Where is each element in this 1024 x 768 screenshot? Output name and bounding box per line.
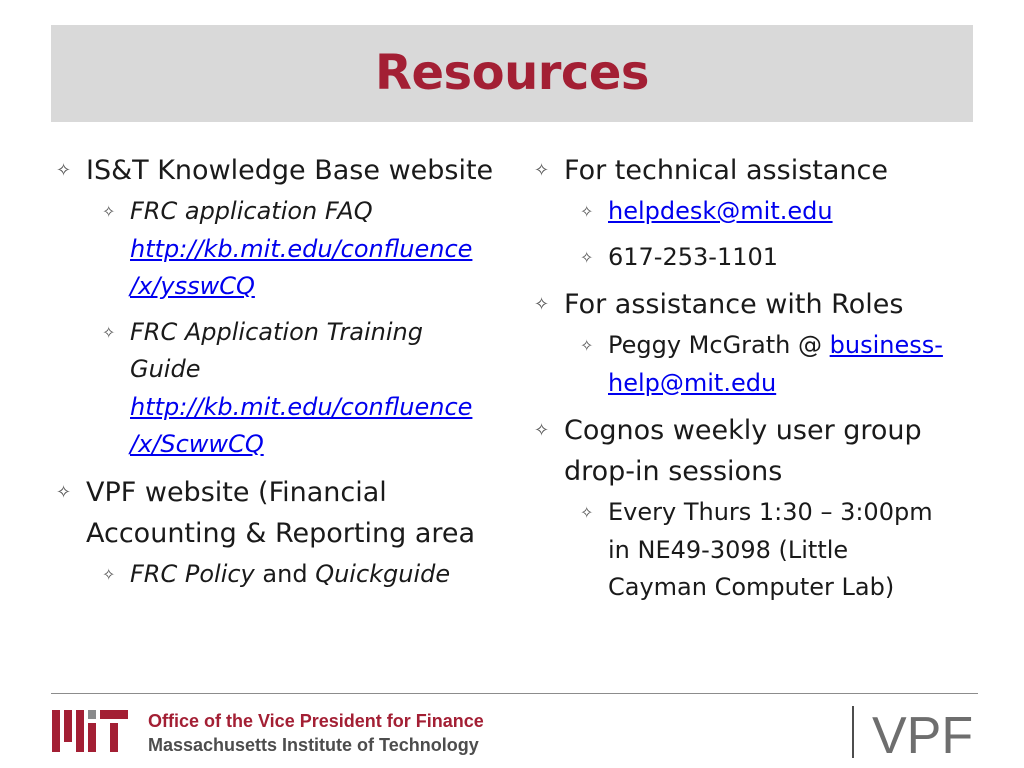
left-column xyxy=(56,150,506,601)
cognos-heading-line2: drop-in sessions xyxy=(564,456,783,487)
kb-heading: IS&T Knowledge Base website xyxy=(86,155,494,186)
faq-label: FRC application FAQ xyxy=(130,197,373,225)
institute-name: Massachusetts Institute of Technology xyxy=(148,735,479,755)
bullet-faq xyxy=(56,193,506,306)
guide-link-line2[interactable]: /x/ScwwCQ xyxy=(130,430,264,458)
bullet-star-icon: ✧ xyxy=(102,202,116,221)
bullet-star-icon: ✧ xyxy=(534,294,550,315)
bullet-kb xyxy=(56,150,506,191)
vpf-heading-line2: Accounting & Reporting area xyxy=(86,517,476,549)
session-line1: Every Thurs 1:30 – 3:00pm xyxy=(608,498,933,526)
roles-heading: For assistance with Roles xyxy=(564,289,904,320)
slide-title: Resources xyxy=(375,45,649,101)
bullet-star-icon: ✧ xyxy=(102,322,116,342)
bullet-star-icon: ✧ xyxy=(580,336,594,355)
bullet-cognos xyxy=(534,410,974,492)
bullet-phone xyxy=(534,239,974,277)
bullet-policy-quickguide xyxy=(56,556,506,594)
and-text: and xyxy=(254,559,316,588)
bullet-star-icon: ✧ xyxy=(534,160,550,181)
roles-email-link-line1[interactable]: business- xyxy=(829,331,943,359)
phone-number: 617-253-1101 xyxy=(608,242,779,271)
bullet-star-icon: ✧ xyxy=(580,247,594,267)
helpdesk-email-link[interactable]: helpdesk@mit.edu xyxy=(608,197,833,225)
footer-text xyxy=(148,709,484,757)
frc-policy: FRC Policy xyxy=(130,559,255,588)
guide-label-line2: Guide xyxy=(130,355,201,383)
vpf-heading-line1: VPF website (Financial xyxy=(86,476,387,508)
guide-link-line1[interactable]: http://kb.mit.edu/confluence xyxy=(130,392,473,421)
bullet-vpf-website xyxy=(56,472,506,554)
cognos-heading-line1: Cognos weekly user group xyxy=(564,415,922,446)
roles-email-link-line2[interactable]: help@mit.edu xyxy=(608,368,777,397)
session-line3: Cayman Computer Lab) xyxy=(608,573,895,601)
roles-contact: Peggy McGrath @ xyxy=(608,331,830,359)
faq-link-line2[interactable]: /x/ysswCQ xyxy=(130,272,255,300)
bullet-helpdesk xyxy=(534,193,974,231)
footer-divider xyxy=(51,693,978,694)
bullet-star-icon: ✧ xyxy=(580,202,594,221)
bullet-star-icon: ✧ xyxy=(56,481,72,503)
bullet-training-guide xyxy=(56,314,506,464)
title-band xyxy=(51,25,973,122)
bullet-star-icon: ✧ xyxy=(102,564,116,584)
bullet-star-icon: ✧ xyxy=(56,160,72,181)
faq-link-line1[interactable]: http://kb.mit.edu/confluence xyxy=(130,234,473,263)
office-name: Office of the Vice President for Finance xyxy=(148,711,484,731)
bullet-star-icon: ✧ xyxy=(534,420,550,441)
bullet-tech-assistance xyxy=(534,150,974,191)
bullet-star-icon: ✧ xyxy=(580,503,594,522)
mit-logo-icon xyxy=(52,710,132,752)
vpf-logo-text: VPF xyxy=(872,707,974,762)
tech-heading: For technical assistance xyxy=(564,155,888,186)
vpf-logo-icon xyxy=(852,706,987,762)
guide-label-line1: FRC Application Training xyxy=(130,317,423,346)
bullet-roles-contact xyxy=(534,327,974,402)
right-column xyxy=(534,150,974,615)
bullet-session-time xyxy=(534,494,974,607)
bullet-roles xyxy=(534,284,974,325)
session-line2: in NE49-3098 (Little xyxy=(608,535,849,564)
quickguide: Quickguide xyxy=(315,559,451,588)
